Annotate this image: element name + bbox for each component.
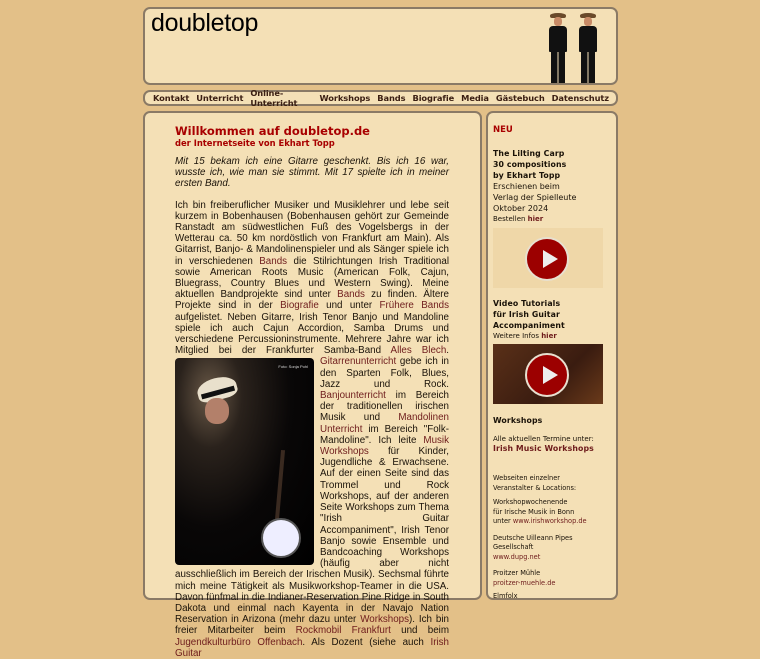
link-mandolinen-unterricht[interactable]: Mandolinen Unterricht [320,412,449,435]
text: im Bereich der traditionellen irischen Musik und [320,390,449,424]
nav-workshops[interactable]: Workshops [319,93,371,103]
text: Workshopwochenende [493,498,568,506]
bio-paragraph [175,200,449,357]
nav-kontakt[interactable]: Kontakt [153,93,190,103]
text: und unter [318,300,380,312]
text: by Ekhart Topp [493,171,561,180]
text: Deutsche Uilleann Pipes [493,533,573,542]
play-icon[interactable] [525,353,569,397]
new-label: NEU [493,125,513,135]
text: für Kinder, Jugendliche & Erwachsene. Auf der einen Seite sind das Trommel und Rock Workshops, auf der anderen Seite Workshops zum Thema "Irish Guitar Accompaniment", Irish Tenor Banjo sowie Ensemble und Bandcoaching Workshops (häufig aber nicht ausschließlich im Bereich der Irischen Musik). Sechsmal führte mich meine Tätigkeit als Musikworkshop-Teamer in die USA. Davon fünfmal in die Indianer-Reservation Pine Ridge in South Dakota und einmal nach Kayenta in der Navajo Nation Reservation in Arizona (mehr dazu unter [175,446,449,626]
link-banjounterricht[interactable]: Banjounterricht [320,390,386,402]
main-content [143,111,482,659]
book-title [493,148,613,181]
link-jugendkulturbuero[interactable]: Jugendkulturbüro Offenbach [175,636,303,648]
portrait-photo [175,358,314,565]
text: die Stilrichtungen Irish Traditional sowie American Roots Music (American Folk, Cajun, Bluegrass, Country Blues und Western Swing). Meine aktuellen Bandprojekte sind unter [175,255,450,301]
video-thumbnail[interactable] [493,228,603,288]
nav-unterricht[interactable]: Unterricht [196,93,244,103]
text: The Lilting Carp [493,149,565,158]
text: aufgelistet. Neben Gitarre, Irish Tenor Banjo und Mandoline spiele ich auch Cajun Accordion, Samba Drums und verschiedene Percussioninstrumente. Mehrere Jahre war ich Mitglied bei der Frankfurter Samba-Band [175,311,449,357]
text: Accompaniment [493,321,565,330]
text: Bestellen [493,215,528,223]
nav-gaestebuch[interactable]: Gästebuch [495,93,545,103]
link-irish-guitar[interactable]: Irish Guitar [175,636,449,659]
nav-online-unterricht[interactable]: Online-Unterricht [250,88,298,108]
workshops-text: Alle aktuellen Termine unter: [493,435,594,443]
elmfolx-label: Elmfolx [493,592,518,600]
main-nav [143,90,618,106]
page-title: Willkommen auf doubletop.de [175,124,370,138]
nav-bands[interactable]: Bands [377,93,406,103]
workshops-link[interactable]: Irish Music Workshops [493,444,594,453]
page-subtitle: der Internetseite von Ekhart Topp [175,138,335,148]
link-alles-blech[interactable]: Alles Blech [390,345,447,357]
sidebar [486,111,618,600]
text: Oktober 2024 [493,204,549,213]
text: Gesellschaft [493,543,534,551]
link-biografie[interactable]: Biografie [280,300,319,312]
text: zu finden. Ältere Projekte sind in der [175,289,449,312]
dupg-link[interactable]: www.dupg.net [493,552,541,561]
text: Verlag der Spielleute [493,193,577,202]
nav-media[interactable]: Media [461,93,489,103]
intro-text: Mit 15 bekam ich eine Gitarre geschenkt. Bis ich 16 war, wusste ich, wie man sie stimmt. Mit 17 spielte ich in meiner ersten Band. [175,156,449,190]
text: ). Ich bin freier Mitarbeiter beim [175,614,449,637]
video-more-link[interactable]: hier [541,332,557,340]
link-fruehere-bands[interactable]: Frühere Bands [379,300,449,312]
text: 30 compositions [493,160,567,169]
book-info [493,181,613,214]
text: Veranstalter & Locations: [493,483,577,492]
websites-section [493,474,613,602]
text: Webseiten einzelner [493,474,560,482]
proitzer-link[interactable]: proitzer-muehle.de [493,578,556,587]
text: Erschienen beim [493,182,560,191]
text: Video Tutorials [493,299,561,308]
nav-datenschutz[interactable]: Datenschutz [551,93,609,103]
play-icon[interactable] [525,237,569,281]
link-workshops[interactable]: Workshops [360,614,410,626]
text: Proitzer Mühle [493,569,541,577]
text: unter [493,517,513,525]
order-link[interactable]: hier [527,215,544,223]
text: gebe ich in den Sparten Folk, Blues, Jazz und Rock. [320,356,449,390]
site-logo[interactable]: doubletop [151,9,259,37]
musician-figure-image [577,13,599,83]
irishworkshop-link[interactable]: www.irishworkshop.de [512,517,587,525]
workshops-title: Workshops [493,416,543,425]
nav-biografie[interactable]: Biografie [412,93,455,103]
link-bands[interactable]: Bands [259,255,288,267]
musician-figure-image [547,13,569,83]
text: für Irische Musik in Bonn [493,507,575,516]
order-line [493,214,613,224]
link-bands[interactable]: Bands [337,289,365,301]
video-more-line [493,331,613,341]
video-title [493,298,613,331]
text: Ich bin freiberuflicher Musiker und Musiklehrer und lebe seit kurzem in Bobenhausen (Bobenhausen gehört zur Gemeinde Ranstadt am südwestlichen Fuß des Vogelsbergs in der Wetterau ca. 50 km nordöstlich von Frankfurt am Main). Als Gitarrist, Banjo- & Mandolinenspieler und als Sänger spiele ich in verschiedenen [175,199,449,267]
photo-caption: Foto: Sonja Pohl [278,364,308,370]
link-gitarrenunterricht[interactable]: Gitarrenunterricht [320,356,397,368]
header [143,7,618,85]
bio-paragraph-continued [175,356,449,658]
text: für Irish Guitar [493,310,560,319]
text: . Als Dozent (siehe auch [302,636,431,648]
link-musik-workshops[interactable]: Musik Workshops [320,434,449,458]
text: und beim [390,625,449,637]
text: im Bereich "Folk-Mandoline". Ich leite [320,423,449,446]
text: Weitere Infos [493,332,542,340]
text: . [446,345,450,357]
link-rockmobil[interactable]: Rockmobil Frankfurt [295,625,391,637]
video-thumbnail-2[interactable] [493,344,603,404]
